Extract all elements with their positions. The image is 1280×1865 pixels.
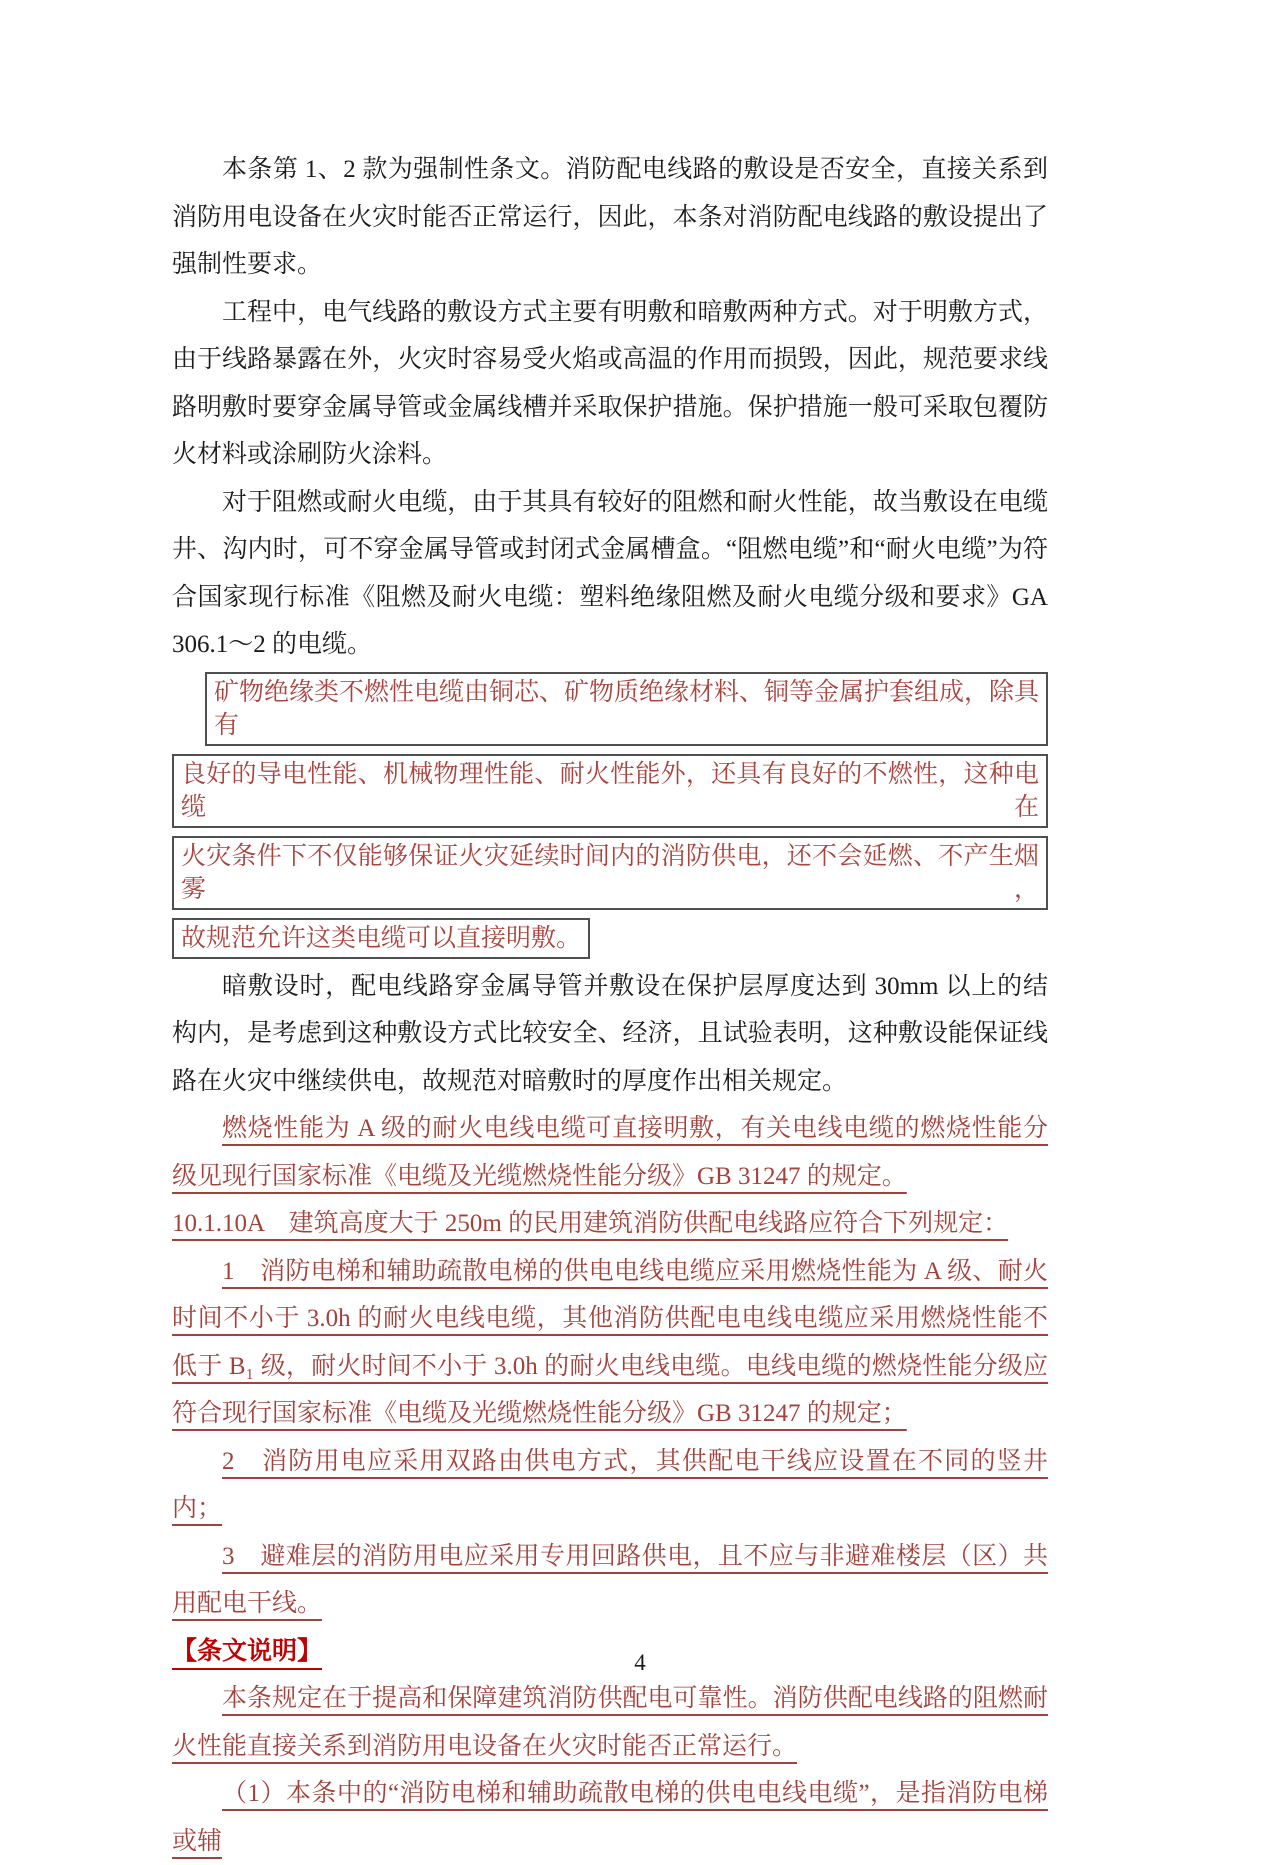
boxed-line-2: 良好的导电性能、机械物理性能、耐火性能外，还具有良好的不燃性，这种电缆在: [172, 754, 1048, 828]
revision-paragraph-1: 燃烧性能为 A 级的耐火电线电缆可直接明敷，有关电线电缆的燃烧性能分级见现行国家标准《电缆及光缆燃烧性能分级》GB 31247 的规定。: [172, 1115, 1048, 1190]
paragraph-3: 对于阻燃或耐火电缆，由于其具有较好的阻燃和耐火性能，故当敷设在电缆井、沟内时，可不穿金属导管或封闭式金属槽盒。“阻燃电缆”和“耐火电缆”为符合国家现行标准《阻燃及耐火电缆：塑料绝缘阻燃及耐火电缆分级和要求》GA 306.1～2 的电缆。: [172, 488, 1048, 658]
revision-paragraph-3: （1）本条中的“消防电梯和辅助疏散电梯的供电电线电缆”，是指消防电梯或辅: [172, 1780, 1048, 1855]
paragraph-4: 暗敷设时，配电线路穿金属导管并敷设在保护层厚度达到 30mm 以上的结构内，是考虑到这种敷设方式比较安全、经济，且试验表明，这种敷设能保证线路在火灾中继续供电，故规范对暗敷时的厚度作出相关规定。: [172, 972, 1048, 1095]
explanation-section-label: 【条文说明】: [172, 1636, 323, 1665]
paragraph-2: 工程中，电气线路的敷设方式主要有明敷和暗敷两种方式。对于明敷方式，由于线路暴露在外，火灾时容易受火焰或高温的作用而损毁，因此，规范要求线路明敷时要穿金属导管或金属线槽并采取保护措施。保护措施一般可采取包覆防火材料或涂刷防火涂料。: [172, 298, 1048, 468]
clause-item-3: 3 避难层的消防用电应采用专用回路供电，且不应与非避难楼层（区）共用配电干线。: [172, 1542, 1048, 1617]
boxed-line-4: 故规范允许这类电缆可以直接明敷。: [172, 918, 590, 959]
clause-heading-10-1-10A: 10.1.10A 建筑高度大于 250m 的民用建筑消防供配电线路应符合下列规定：: [172, 1210, 1009, 1237]
document-content: [172, 146, 1048, 1865]
boxed-line-1: 矿物绝缘类不燃性电缆由铜芯、矿物质绝缘材料、铜等金属护套组成，除具有: [205, 672, 1048, 746]
paragraph-1: 本条第 1、2 款为强制性条文。消防配电线路的敷设是否安全，直接关系到消防用电设备在火灾时能否正常运行，因此，本条对消防配电线路的敷设提出了强制性要求。: [172, 156, 1048, 278]
boxed-line-3: 火灾条件下不仅能够保证火灾延续时间内的消防供电，还不会延燃、不产生烟雾，: [172, 836, 1048, 910]
revision-paragraph-2: 本条规定在于提高和保障建筑消防供配电可靠性。消防供配电线路的阻燃耐火性能直接关系到消防用电设备在火灾时能否正常运行。: [172, 1685, 1048, 1760]
revision-boxed-section: [172, 672, 1048, 959]
clause-item-1: 1 消防电梯和辅助疏散电梯的供电电线电缆应采用燃烧性能为 A 级、耐火时间不小于 3.0h 的耐火电线电缆，其他消防供配电电线电缆应采用燃烧性能不低于 B₁ 级，耐火时间不小于 3.0h 的耐火电线电缆。电线电缆的燃烧性能分级应符合现行国家标准《电缆及光缆燃烧性能分级》GB 31247 的规定；: [172, 1257, 1048, 1427]
clause-item-2: 2 消防用电应采用双路由供电方式，其供配电干线应设置在不同的竖井内；: [172, 1447, 1048, 1522]
page-number: 4: [634, 1650, 646, 1675]
